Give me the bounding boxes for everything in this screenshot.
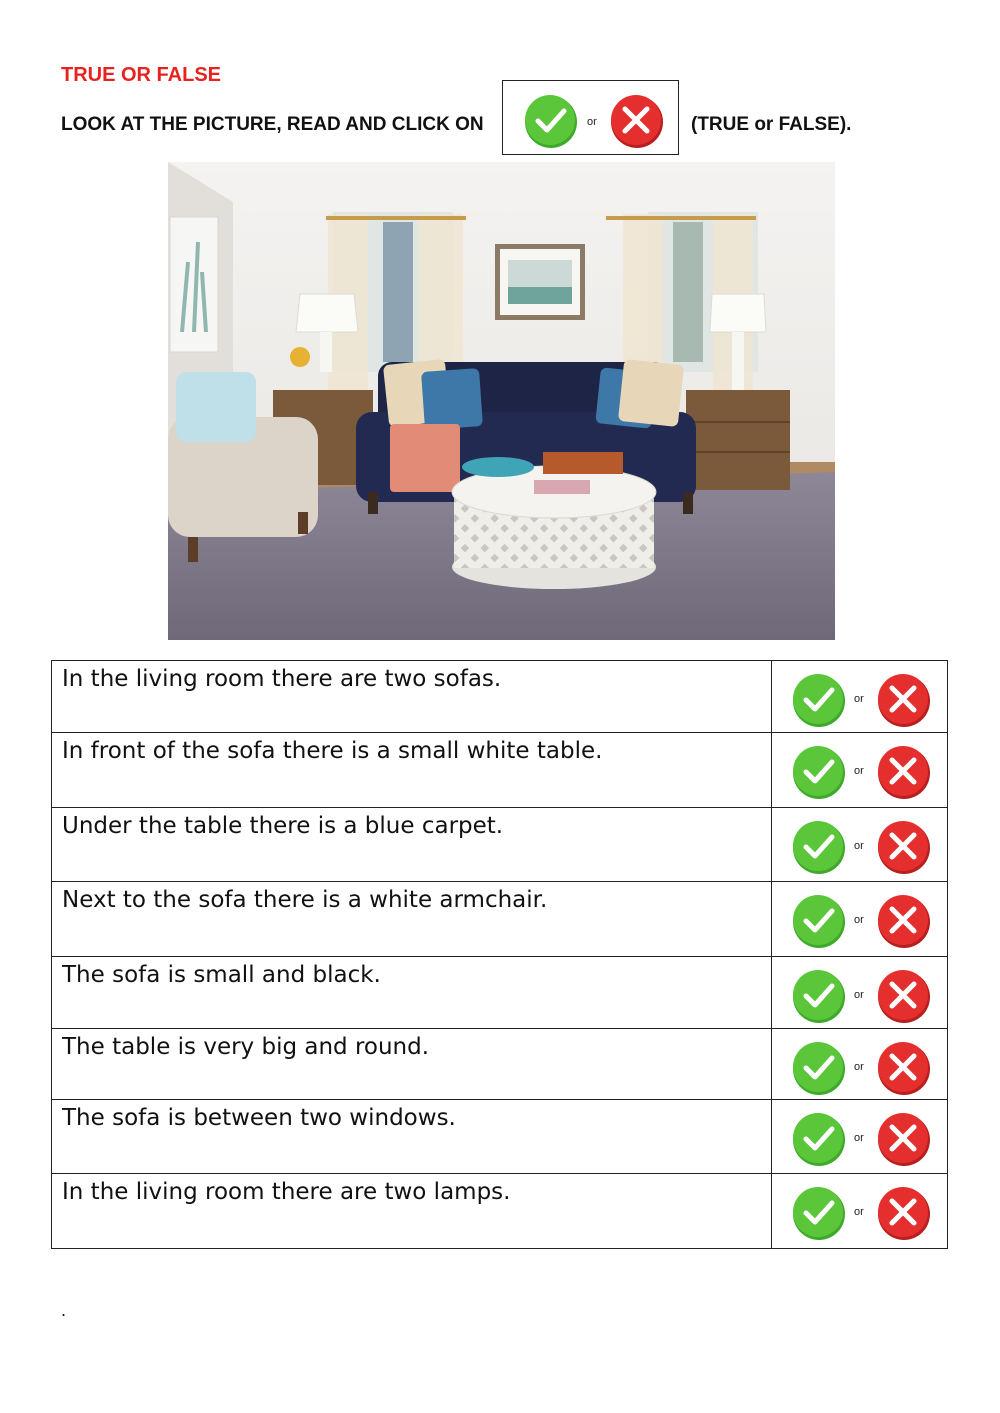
or-label: or [854,765,864,777]
statement-text: Next to the sofa there is a white armchair. [52,882,772,957]
answer-choices [790,892,932,948]
statement-row [52,1174,948,1249]
or-label: or [854,914,864,926]
statement-row [52,808,948,882]
answer-choices [790,818,932,874]
answer-choices [790,967,932,1023]
statement-text: In the living room there are two sofas. [52,661,772,733]
or-label: or [854,1206,864,1218]
true-check-icon[interactable] [793,746,845,799]
legend-box [502,80,679,155]
statement-text: The table is very big and round. [52,1029,772,1100]
answer-choices [790,1184,932,1240]
statement-row [52,733,948,808]
answer-cell [772,1029,948,1100]
instruction-text: LOOK AT THE PICTURE, READ AND CLICK ON [61,114,484,135]
true-check-icon[interactable] [793,1113,845,1166]
or-label: or [854,1061,864,1073]
statement-text: The sofa is small and black. [52,957,772,1029]
false-cross-icon[interactable] [878,746,930,799]
false-cross-icon[interactable] [878,1187,930,1240]
statement-text: In front of the sofa there is a small white table. [52,733,772,808]
answer-choices [790,743,932,799]
or-label: or [854,840,864,852]
or-label: or [587,116,597,128]
true-false-table [51,660,948,1249]
true-check-icon[interactable] [793,821,845,874]
answer-cell [772,733,948,808]
statement-row [52,957,948,1029]
statement-row [52,661,948,733]
answer-cell [772,1174,948,1249]
cross-icon [611,95,663,148]
footer-mark: . [61,1300,67,1320]
living-room-photo [168,162,835,640]
false-cross-icon[interactable] [878,970,930,1023]
instruction-end-text: (TRUE or FALSE). [691,114,852,135]
false-cross-icon[interactable] [878,1113,930,1166]
legend-true-false-icons [503,81,678,154]
or-label: or [854,989,864,1001]
answer-cell [772,661,948,733]
check-icon [525,95,577,148]
answer-cell [772,1100,948,1174]
answer-choices [790,1110,932,1166]
true-check-icon[interactable] [793,970,845,1023]
true-check-icon[interactable] [793,895,845,948]
true-check-icon[interactable] [793,1187,845,1240]
false-cross-icon[interactable] [878,821,930,874]
statement-text: Under the table there is a blue carpet. [52,808,772,882]
answer-cell [772,957,948,1029]
false-cross-icon[interactable] [878,895,930,948]
true-check-icon[interactable] [793,674,845,727]
answer-cell [772,808,948,882]
answer-choices [790,1039,932,1095]
or-label: or [854,693,864,705]
statement-text: The sofa is between two windows. [52,1100,772,1174]
statement-row [52,1100,948,1174]
true-check-icon[interactable] [793,1042,845,1095]
statement-row [52,1029,948,1100]
false-cross-icon[interactable] [878,1042,930,1095]
statement-row [52,882,948,957]
false-cross-icon[interactable] [878,674,930,727]
answer-choices [790,671,932,727]
answer-cell [772,882,948,957]
or-label: or [854,1132,864,1144]
statement-text: In the living room there are two lamps. [52,1174,772,1249]
worksheet-title: TRUE OR FALSE [61,64,222,86]
